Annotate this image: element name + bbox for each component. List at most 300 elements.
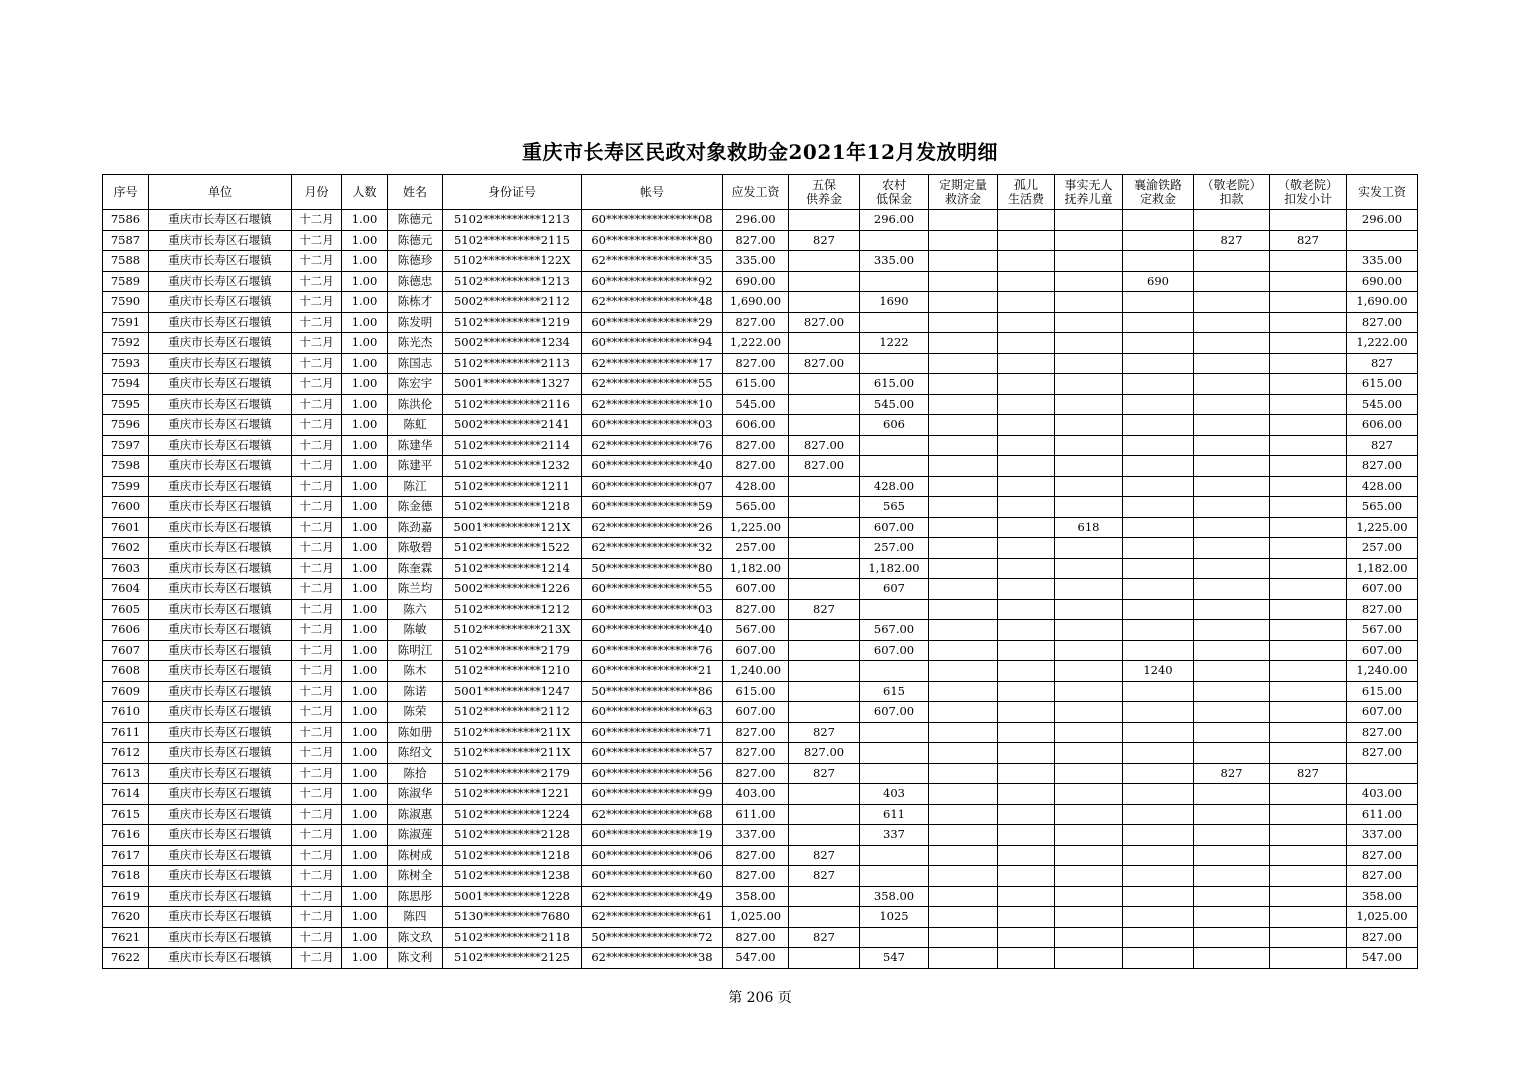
table-cell: 607.00 xyxy=(1347,579,1418,600)
table-cell: 403.00 xyxy=(1347,784,1418,805)
column-header: 事实无人 抚养儿童 xyxy=(1055,175,1123,210)
table-row xyxy=(103,640,1418,661)
table-cell xyxy=(860,271,929,292)
table-row xyxy=(103,845,1418,866)
table-cell xyxy=(1123,907,1194,928)
table-cell: 1.00 xyxy=(342,435,388,456)
table-cell: 陈文利 xyxy=(388,948,443,969)
table-cell: 重庆市长寿区石堰镇 xyxy=(149,640,292,661)
table-cell: 1.00 xyxy=(342,866,388,887)
table-cell xyxy=(1055,415,1123,436)
table-cell xyxy=(1270,558,1347,579)
table-cell: 5102**********1238 xyxy=(443,866,582,887)
page-title: 重庆市长寿区民政对象救助金2021年12月发放明细 xyxy=(522,140,998,164)
table-cell: 陈德元 xyxy=(388,230,443,251)
table-cell: 335.00 xyxy=(1347,251,1418,272)
table-cell xyxy=(1270,435,1347,456)
table-cell: 827 xyxy=(789,722,860,743)
table-cell: 1,182.00 xyxy=(860,558,929,579)
table-cell: 827.00 xyxy=(723,866,789,887)
table-cell: 陈荣 xyxy=(388,702,443,723)
table-row xyxy=(103,702,1418,723)
table-row xyxy=(103,374,1418,395)
table-cell xyxy=(1055,763,1123,784)
table-cell: 615.00 xyxy=(860,374,929,395)
table-cell xyxy=(929,292,998,313)
table-cell xyxy=(1194,866,1270,887)
table-cell: 重庆市长寿区石堰镇 xyxy=(149,476,292,497)
table-cell xyxy=(998,374,1055,395)
table-cell: 陈淑莲 xyxy=(388,825,443,846)
table-cell: 十二月 xyxy=(292,866,342,887)
table-cell: 5102**********2125 xyxy=(443,948,582,969)
table-cell: 827.00 xyxy=(789,456,860,477)
table-cell: 607.00 xyxy=(860,640,929,661)
table-cell: 十二月 xyxy=(292,825,342,846)
table-cell: 陈国志 xyxy=(388,353,443,374)
table-cell: 1,225.00 xyxy=(723,517,789,538)
table-cell: 547.00 xyxy=(1347,948,1418,969)
table-cell: 1.00 xyxy=(342,743,388,764)
table-cell xyxy=(1270,497,1347,518)
table-cell: 十二月 xyxy=(292,312,342,333)
table-cell xyxy=(929,907,998,928)
table-cell: 陈建平 xyxy=(388,456,443,477)
table-cell: 十二月 xyxy=(292,271,342,292)
table-cell xyxy=(1194,722,1270,743)
table-cell xyxy=(1123,620,1194,641)
table-cell xyxy=(1270,661,1347,682)
table-cell: 陈敬碧 xyxy=(388,538,443,559)
table-cell: 1.00 xyxy=(342,497,388,518)
table-cell xyxy=(998,579,1055,600)
table-row xyxy=(103,886,1418,907)
table-cell xyxy=(789,681,860,702)
table-row xyxy=(103,435,1418,456)
table-cell: 十二月 xyxy=(292,333,342,354)
table-cell: 重庆市长寿区石堰镇 xyxy=(149,230,292,251)
table-cell: 403 xyxy=(860,784,929,805)
table-cell: 690 xyxy=(1123,271,1194,292)
column-header: 序号 xyxy=(103,175,149,210)
column-header: 单位 xyxy=(149,175,292,210)
table-cell: 陈四 xyxy=(388,907,443,928)
table-cell xyxy=(1055,497,1123,518)
table-cell xyxy=(998,476,1055,497)
table-cell: 827.00 xyxy=(1347,927,1418,948)
table-cell: 十二月 xyxy=(292,599,342,620)
table-cell: 296.00 xyxy=(723,210,789,231)
table-cell xyxy=(1270,866,1347,887)
table-cell: 陈文玖 xyxy=(388,927,443,948)
table-cell xyxy=(1194,825,1270,846)
table-cell: 1.00 xyxy=(342,907,388,928)
table-cell xyxy=(1123,886,1194,907)
table-cell: 60****************92 xyxy=(582,271,723,292)
table-cell xyxy=(998,456,1055,477)
table-cell: 重庆市长寿区石堰镇 xyxy=(149,743,292,764)
table-cell: 5002**********2112 xyxy=(443,292,582,313)
table-cell: 7591 xyxy=(103,312,149,333)
table-cell: 十二月 xyxy=(292,927,342,948)
table-cell: 60****************60 xyxy=(582,866,723,887)
table-cell: 62****************48 xyxy=(582,292,723,313)
table-cell: 827.00 xyxy=(789,435,860,456)
table-cell xyxy=(860,435,929,456)
table-cell: 567.00 xyxy=(723,620,789,641)
table-cell xyxy=(1194,681,1270,702)
table-cell: 重庆市长寿区石堰镇 xyxy=(149,599,292,620)
table-cell: 十二月 xyxy=(292,538,342,559)
table-cell xyxy=(1270,620,1347,641)
table-cell xyxy=(1270,476,1347,497)
table-cell xyxy=(1123,374,1194,395)
table-cell: 827 xyxy=(1347,435,1418,456)
table-cell: 重庆市长寿区石堰镇 xyxy=(149,415,292,436)
table-cell xyxy=(929,845,998,866)
table-cell xyxy=(929,374,998,395)
table-cell: 重庆市长寿区石堰镇 xyxy=(149,661,292,682)
table-cell xyxy=(1123,353,1194,374)
table-cell xyxy=(929,353,998,374)
table-cell: 5102**********2113 xyxy=(443,353,582,374)
table-row xyxy=(103,312,1418,333)
table-cell xyxy=(789,886,860,907)
table-cell: 7604 xyxy=(103,579,149,600)
table-cell: 陈思彤 xyxy=(388,886,443,907)
table-cell xyxy=(1123,681,1194,702)
table-cell: 十二月 xyxy=(292,497,342,518)
table-cell: 7607 xyxy=(103,640,149,661)
table-cell xyxy=(998,784,1055,805)
table-cell: 十二月 xyxy=(292,722,342,743)
table-cell: 60****************03 xyxy=(582,599,723,620)
table-cell: 337 xyxy=(860,825,929,846)
table-cell: 545.00 xyxy=(723,394,789,415)
table-cell xyxy=(1270,353,1347,374)
table-cell: 陈建华 xyxy=(388,435,443,456)
table-cell xyxy=(1055,702,1123,723)
table-cell xyxy=(789,948,860,969)
page-number: 第 206 页 xyxy=(728,990,792,1006)
table-cell xyxy=(998,661,1055,682)
table-cell: 陈德元 xyxy=(388,210,443,231)
table-cell xyxy=(1270,374,1347,395)
table-cell: 60****************59 xyxy=(582,497,723,518)
table-cell xyxy=(1055,620,1123,641)
table-row xyxy=(103,415,1418,436)
table-cell: 545.00 xyxy=(1347,394,1418,415)
table-cell: 827.00 xyxy=(1347,722,1418,743)
table-cell xyxy=(1123,763,1194,784)
table-cell xyxy=(789,804,860,825)
table-row xyxy=(103,784,1418,805)
table-cell: 615 xyxy=(860,681,929,702)
table-cell xyxy=(929,661,998,682)
column-header: 定期定量 救济金 xyxy=(929,175,998,210)
table-cell xyxy=(998,866,1055,887)
table-cell: 5102**********1210 xyxy=(443,661,582,682)
column-header: 五保 供养金 xyxy=(789,175,860,210)
table-cell: 陈敏 xyxy=(388,620,443,641)
table-cell xyxy=(860,927,929,948)
table-cell: 5102**********2115 xyxy=(443,230,582,251)
table-cell: 1.00 xyxy=(342,599,388,620)
table-cell: 5102**********2116 xyxy=(443,394,582,415)
table-cell: 827 xyxy=(1347,353,1418,374)
table-cell xyxy=(1055,825,1123,846)
table-cell xyxy=(1055,804,1123,825)
table-cell: 606 xyxy=(860,415,929,436)
table-cell: 827.00 xyxy=(789,312,860,333)
table-cell: 5102**********1211 xyxy=(443,476,582,497)
table-cell: 60****************71 xyxy=(582,722,723,743)
table-cell: 陈劲嘉 xyxy=(388,517,443,538)
table-cell: 十二月 xyxy=(292,886,342,907)
table-cell: 827 xyxy=(789,927,860,948)
table-cell xyxy=(1270,271,1347,292)
table-cell: 7601 xyxy=(103,517,149,538)
table-cell: 7589 xyxy=(103,271,149,292)
table-cell: 403.00 xyxy=(723,784,789,805)
table-cell: 陈金德 xyxy=(388,497,443,518)
table-cell: 1,222.00 xyxy=(1347,333,1418,354)
table-cell: 陈宏宇 xyxy=(388,374,443,395)
table-cell xyxy=(929,333,998,354)
table-row xyxy=(103,476,1418,497)
table-cell xyxy=(1194,579,1270,600)
table-cell: 1025 xyxy=(860,907,929,928)
table-cell xyxy=(929,702,998,723)
table-cell xyxy=(789,825,860,846)
table-row xyxy=(103,333,1418,354)
table-cell: 陈奎霖 xyxy=(388,558,443,579)
column-header: 月份 xyxy=(292,175,342,210)
table-cell: 1,182.00 xyxy=(1347,558,1418,579)
table-cell: 615.00 xyxy=(723,374,789,395)
table-cell: 7590 xyxy=(103,292,149,313)
table-cell: 5102**********122X xyxy=(443,251,582,272)
table-cell: 607.00 xyxy=(723,579,789,600)
table-cell: 690.00 xyxy=(1347,271,1418,292)
table-cell xyxy=(998,210,1055,231)
table-cell: 7600 xyxy=(103,497,149,518)
table-cell xyxy=(1270,394,1347,415)
table-cell xyxy=(929,620,998,641)
table-cell xyxy=(1194,640,1270,661)
table-cell xyxy=(998,415,1055,436)
table-cell: 62****************38 xyxy=(582,948,723,969)
table-cell: 1690 xyxy=(860,292,929,313)
table-cell xyxy=(860,743,929,764)
table-cell: 陈诺 xyxy=(388,681,443,702)
table-cell: 1.00 xyxy=(342,640,388,661)
table-cell: 62****************17 xyxy=(582,353,723,374)
table-cell xyxy=(998,353,1055,374)
table-cell xyxy=(1055,394,1123,415)
table-cell: 1.00 xyxy=(342,394,388,415)
table-cell: 7611 xyxy=(103,722,149,743)
table-cell: 7608 xyxy=(103,661,149,682)
table-row xyxy=(103,210,1418,231)
table-cell: 257.00 xyxy=(860,538,929,559)
table-cell xyxy=(998,845,1055,866)
table-cell xyxy=(998,722,1055,743)
table-cell xyxy=(929,210,998,231)
table-cell: 567.00 xyxy=(1347,620,1418,641)
table-cell xyxy=(998,927,1055,948)
table-cell xyxy=(929,763,998,784)
table-cell: 7615 xyxy=(103,804,149,825)
table-cell: 296.00 xyxy=(1347,210,1418,231)
table-cell xyxy=(789,907,860,928)
table-cell xyxy=(1123,476,1194,497)
table-cell: 7602 xyxy=(103,538,149,559)
table-cell: 1.00 xyxy=(342,722,388,743)
table-cell xyxy=(789,333,860,354)
table-cell xyxy=(998,292,1055,313)
table-cell: 428.00 xyxy=(723,476,789,497)
table-row xyxy=(103,763,1418,784)
table-cell: 重庆市长寿区石堰镇 xyxy=(149,292,292,313)
table-cell: 7592 xyxy=(103,333,149,354)
table-cell: 62****************32 xyxy=(582,538,723,559)
table-cell: 7595 xyxy=(103,394,149,415)
table-cell: 1.00 xyxy=(342,251,388,272)
table-cell: 296.00 xyxy=(860,210,929,231)
table-cell: 陈洪伦 xyxy=(388,394,443,415)
table-cell: 1,025.00 xyxy=(1347,907,1418,928)
table-cell: 陈木 xyxy=(388,661,443,682)
table-cell: 陈树全 xyxy=(388,866,443,887)
table-cell xyxy=(929,866,998,887)
table-cell xyxy=(789,620,860,641)
table-cell: 7617 xyxy=(103,845,149,866)
table-cell xyxy=(860,599,929,620)
table-cell: 60****************40 xyxy=(582,456,723,477)
relief-fund-table xyxy=(102,174,1418,969)
table-cell: 5102**********1213 xyxy=(443,210,582,231)
table-cell: 重庆市长寿区石堰镇 xyxy=(149,784,292,805)
table-cell xyxy=(998,620,1055,641)
table-cell: 1.00 xyxy=(342,804,388,825)
table-row xyxy=(103,804,1418,825)
table-cell: 1.00 xyxy=(342,374,388,395)
table-cell: 1.00 xyxy=(342,558,388,579)
table-cell: 60****************55 xyxy=(582,579,723,600)
table-cell: 陈绍文 xyxy=(388,743,443,764)
table-cell xyxy=(1194,312,1270,333)
table-cell: 十二月 xyxy=(292,435,342,456)
table-cell xyxy=(1194,702,1270,723)
table-row xyxy=(103,353,1418,374)
table-cell xyxy=(929,538,998,559)
table-row xyxy=(103,948,1418,969)
table-cell xyxy=(1055,927,1123,948)
table-cell xyxy=(998,702,1055,723)
table-cell: 重庆市长寿区石堰镇 xyxy=(149,456,292,477)
table-cell: 827.00 xyxy=(1347,845,1418,866)
table-cell: 62****************61 xyxy=(582,907,723,928)
column-header: 农村 低保金 xyxy=(860,175,929,210)
table-cell: 1.00 xyxy=(342,763,388,784)
table-cell: 60****************07 xyxy=(582,476,723,497)
table-cell: 陈德珍 xyxy=(388,251,443,272)
table-cell: 5002**********1234 xyxy=(443,333,582,354)
table-cell: 1.00 xyxy=(342,517,388,538)
table-cell: 1,240.00 xyxy=(1347,661,1418,682)
table-cell xyxy=(998,538,1055,559)
table-cell: 606.00 xyxy=(1347,415,1418,436)
table-cell: 1.00 xyxy=(342,886,388,907)
table-cell: 重庆市长寿区石堰镇 xyxy=(149,497,292,518)
table-cell: 7621 xyxy=(103,927,149,948)
table-cell: 7619 xyxy=(103,886,149,907)
table-cell: 615.00 xyxy=(1347,681,1418,702)
table-cell: 1.00 xyxy=(342,681,388,702)
table-cell: 陈明江 xyxy=(388,640,443,661)
table-cell xyxy=(1270,804,1347,825)
table-cell: 62****************76 xyxy=(582,435,723,456)
table-cell xyxy=(1055,374,1123,395)
table-cell xyxy=(1123,497,1194,518)
table-cell xyxy=(1123,210,1194,231)
table-cell xyxy=(789,579,860,600)
table-cell: 1240 xyxy=(1123,661,1194,682)
table-cell: 62****************35 xyxy=(582,251,723,272)
table-cell xyxy=(929,312,998,333)
table-cell: 428.00 xyxy=(860,476,929,497)
table-cell: 7612 xyxy=(103,743,149,764)
table-cell xyxy=(789,517,860,538)
table-cell: 十二月 xyxy=(292,210,342,231)
table-row xyxy=(103,538,1418,559)
table-cell xyxy=(1194,599,1270,620)
table-cell: 547 xyxy=(860,948,929,969)
table-cell: 827.00 xyxy=(1347,312,1418,333)
table-row xyxy=(103,743,1418,764)
table-cell xyxy=(1055,886,1123,907)
table-cell: 60****************56 xyxy=(582,763,723,784)
table-cell: 690.00 xyxy=(723,271,789,292)
table-cell xyxy=(929,599,998,620)
table-cell xyxy=(1194,538,1270,559)
table-cell: 60****************63 xyxy=(582,702,723,723)
table-cell: 1.00 xyxy=(342,702,388,723)
table-cell: 1.00 xyxy=(342,353,388,374)
table-cell: 5102**********1214 xyxy=(443,558,582,579)
table-cell: 1,222.00 xyxy=(723,333,789,354)
table-cell: 1.00 xyxy=(342,230,388,251)
table-cell: 陈六 xyxy=(388,599,443,620)
table-cell: 重庆市长寿区石堰镇 xyxy=(149,927,292,948)
table-cell xyxy=(929,825,998,846)
table-row xyxy=(103,394,1418,415)
table-cell xyxy=(1123,251,1194,272)
table-cell: 重庆市长寿区石堰镇 xyxy=(149,210,292,231)
table-cell xyxy=(929,558,998,579)
table-cell xyxy=(1270,948,1347,969)
table-cell xyxy=(1123,558,1194,579)
table-cell: 5102**********2179 xyxy=(443,640,582,661)
table-cell: 827 xyxy=(1194,763,1270,784)
column-header: 应发工资 xyxy=(723,175,789,210)
table-cell xyxy=(998,394,1055,415)
table-cell xyxy=(1270,784,1347,805)
table-cell xyxy=(1055,558,1123,579)
table-cell xyxy=(1194,661,1270,682)
column-header: 实发工资 xyxy=(1347,175,1418,210)
